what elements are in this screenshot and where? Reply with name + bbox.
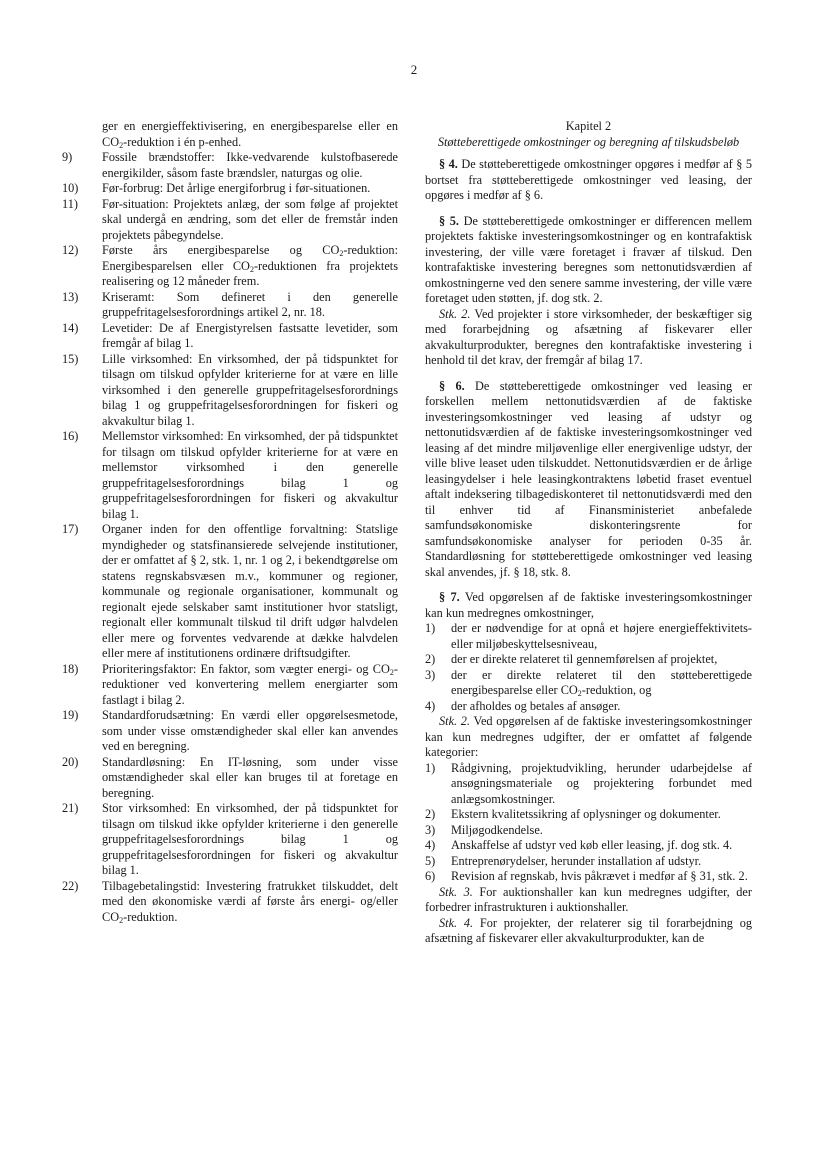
- list-item: 3) der er direkte relateret til den støtteberettigede energibesparelse eller $CO_2$-reduktion, og: [425, 667, 752, 698]
- chapter-subtitle: Støtteberettigede omkostninger og beregning af tilskudsbeløb: [437, 134, 740, 149]
- list-item: 4) Anskaffelse af udstyr ved køb eller leasing, jf. dog stk. 4.: [425, 838, 733, 852]
- list-item: 1) der er nødvendige for at opnå et højere energieffektivitets- eller miljøbeskyttelsesniveau,: [425, 621, 752, 651]
- definition-item: 12) Første års energibesparelse og $CO_2$-reduktion: Energibesparelsen eller $CO_2$-reduktionen fra projektets realisering og 12 måneder frem.: [62, 243, 398, 288]
- paragraph-7-stk-4: Stk. 4. For projekter, der relaterer sig til forarbejdning og afsætning af fiskevarer eller akvakulturprodukter, kan de: [425, 915, 752, 945]
- definition-item: 18) Prioriteringsfaktor: En faktor, som vægter energi- og $CO_2$-reduktioner ved konvertering mellem energiarter som fastlagt i bilag 2.: [62, 661, 398, 707]
- list-item: 5) Entreprenørydelser, herunder installation af udstyr.: [425, 853, 702, 868]
- definition-item: 19) Standardforudsætning: En værdi eller opgørelsesmetode, som under visse omstændigheder skal eller kan anvendes ved en beregning.: [62, 708, 398, 753]
- chapter-title: Kapitel 2: [565, 119, 612, 133]
- definition-item: 16) Mellemstor virksomhed: En virksomhed, der på tidspunktet for tilsagn om tilskud opfylder kriterierne for at være en mellemstor virksomhed i den generelle gruppefritagelsesforordnings bilag 1 og gruppefritagelsesforordningen for fiskeri og akvakultur bilag 1.: [62, 429, 398, 521]
- paragraph-7-stk-3: Stk. 3. For auktionshaller kan kun medregnes udgifter, der forbedrer infrastrukturen i auktionshaller.: [425, 884, 752, 914]
- paragraph-7: § 7. Ved opgørelsen af de faktiske investeringsomkostninger kan kun medregnes omkostninger,: [425, 590, 752, 620]
- paragraph-6: § 6. De støtteberettigede omkostninger ved leasing er forskellen mellem nettonutidsværdien af de faktiske investeringsomkostninger ved leasing af udstyr og nettonutidsværdien af de faktiske investeringsomkostninger ved leasing af det mindre miljøvenlige eller energivenlige udstyr, der ville blive leaset uden tilskuddet. Nettonutidsværdien er de årlige leasingydelser i hele leasingkontraktens løbetid fraset eventuel aftalt indeksering tilbagediskonteret til nettonutidsværdi med den til enhver tid af Finansministeriet anbefalede samfundsøkonomiske diskonteringsrente for samfundsøkonomiske analyser for perioden 0-35 år. Standardløsning for støtteberettigede omkostninger ved leasing skal anvendes, jf. § 18, stk. 8.: [425, 378, 752, 579]
- list-item: 2) Ekstern kvalitetssikring af oplysninger og dokumenter.: [425, 807, 721, 821]
- definition-continuation: ger en energieffektivisering, en energibesparelse eller en $CO_2$-reduktion i én p-enhed.: [102, 119, 398, 150]
- paragraph-5-stk-2: Stk. 2. Ved projekter i store virksomheder, der beskæftiger sig med forarbejdning og afsætning af fiskevarer eller akvakulturprodukter, beregnes den kontrafaktiske investering i henhold til det krav, der fremgår af bilag 17.: [425, 306, 752, 367]
- paragraph-5: § 5. De støtteberettigede omkostninger er differencen mellem projektets faktiske investeringsomkostninger og en kontrafaktisk investering, der ville være foretaget i fravær af tilskud. Den kontrafaktiske investering beregnes som nettonutidsværdien af omkostningerne ved den senere samme investering, der ville være foretaget uden støtten, jf. dog stk. 2.: [425, 213, 753, 305]
- definition-item: 17) Organer inden for den offentlige forvaltning: Statslige myndigheder og statsfinansierede selvejende institutioner, der er omfattet af § 2, stk. 1, nr. 1 og 2, i bekendtgørelse om statens regnskabsvæsen m.v., kommuner og regioner, kommunale og regionale organisationer, kommunalt og regionalt ejede selskaber samt institutioner hvor statsligt, regionalt eller kommunalt tilskud til drift udgør halvdelen eller mere og forventes vedvarende at dække halvdelen eller mere af institutionens ordinære driftsudgifter.: [62, 522, 398, 660]
- definition-item: 15) Lille virksomhed: En virksomhed, der på tidspunktet for tilsagn om tilskud opfylder kriterierne for at være en lille virksomhed i den generelle gruppefritagelsesforordnings bilag 1 og gruppefritagelsesforordningen for fiskeri og akvakultur bilag 1.: [62, 351, 398, 428]
- paragraph-7-stk-2: Stk. 2. Ved opgørelsen af de faktiske investeringsomkostninger kan kun medregnes udgifter, der er omfattet af følgende kategorier:: [425, 714, 752, 759]
- definition-item: 10) Før-forbrug: Det årlige energiforbrug i før-situationen.: [62, 181, 371, 195]
- definition-item: 20) Standardløsning: En IT-løsning, som under visse omstændigheder skal eller kan bruges til at foretage en beregning.: [62, 754, 398, 800]
- definition-item: 9) Fossile brændstoffer: Ikke-vedvarende kulstofbaserede energikilder, såsom faste brændsler, naturgas og olie.: [62, 150, 398, 180]
- definition-item: 14) Levetider: De af Energistyrelsen fastsatte levetider, som fremgår af bilag 1.: [62, 320, 398, 350]
- definition-item: 22) Tilbagebetalingstid: Investering fratrukket tilskuddet, delt med den økonomiske værdi af første års energi- og/eller $CO_2$-reduktion.: [62, 878, 398, 925]
- list-item: 6) Revision af regnskab, hvis påkrævet i medfør af § 31, stk. 2.: [425, 869, 748, 883]
- right-column: [425, 119, 752, 947]
- list-item: 1) Rådgivning, projektudvikling, herunder udarbejdelse af ansøgningsmateriale og projektering forbundet med anlægsomkostninger.: [425, 760, 752, 806]
- left-column: [62, 119, 398, 925]
- definition-item: 13) Kriseramt: Som defineret i den generelle gruppefritagelsesforordnings artikel 2, nr. 18.: [62, 289, 398, 319]
- page-number: 2: [410, 62, 418, 77]
- definition-item: 11) Før-situation: Projektets anlæg, der som følge af projektet skal undergå en ændring, som det eller de fremstår inden projektets påbegyndelse.: [62, 196, 398, 242]
- list-item: 2) der er direkte relateret til gennemførelsen af projektet,: [425, 652, 718, 666]
- paragraph-4: § 4. De støtteberettigede omkostninger opgøres i medfør af § 5 bortset fra støtteberettigede omkostninger ved leasing, der opgøres i medfør af § 6.: [425, 157, 752, 202]
- list-item: 4) der afholdes og betales af ansøger.: [425, 698, 621, 713]
- list-item: 3) Miljøgodkendelse.: [425, 822, 543, 837]
- definition-item: 21) Stor virksomhed: En virksomhed, der på tidspunktet for tilsagn om tilskud ikke opfylder kriterierne i den generelle gruppefritagelsesforordnings bilag 1 og gruppefritagelsesforordningen for fiskeri og akvakultur bilag 1.: [62, 801, 398, 877]
